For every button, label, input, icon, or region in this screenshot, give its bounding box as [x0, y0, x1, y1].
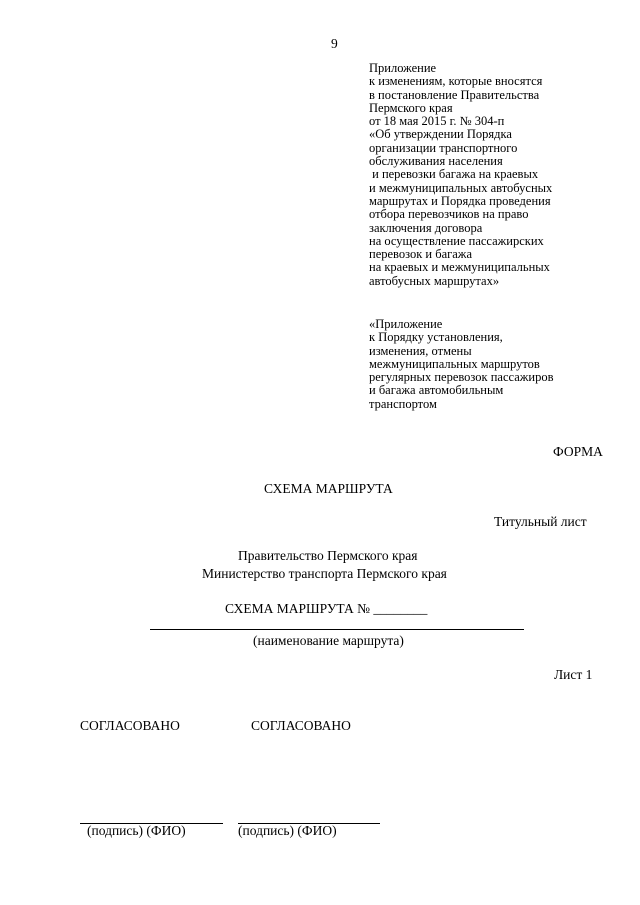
appendix-line: перевозок и багажа — [369, 247, 472, 262]
appendix-line: от 18 мая 2015 г. № 304-п — [369, 114, 505, 129]
schema-number: СХЕМА МАРШРУТА № ________ — [225, 601, 428, 616]
appendix-sub-line: транспортом — [369, 396, 437, 411]
appendix-sub-line: к Порядку установления, — [369, 330, 503, 345]
route-name-underline — [150, 629, 524, 630]
appendix-line: автобусных маршрутах» — [369, 273, 500, 288]
appendix-line: к изменениям, которые вносятся — [369, 74, 543, 89]
appendix-line: отбора перевозчиков на право — [369, 207, 529, 222]
signature-caption-left: (подпись) (ФИО) — [87, 823, 186, 838]
schema-title: СХЕМА МАРШРУТА — [264, 481, 393, 496]
appendix-line: и межмуниципальных автобусных — [369, 180, 553, 195]
appendix-line: «Об утверждении Порядка — [369, 127, 512, 142]
route-name-caption: (наименование маршрута) — [253, 633, 404, 648]
page-number: 9 — [331, 36, 338, 51]
appendix-line: организации транспортного — [369, 140, 518, 155]
appendix-sub-header — [369, 318, 554, 411]
appendix-line: Приложение — [369, 61, 437, 75]
appendix-line: в постановление Правительства — [369, 87, 540, 102]
appendix-line: маршрутах и Порядка проведения — [369, 193, 551, 208]
appendix-sub-line: изменения, отмены — [369, 343, 472, 358]
appendix-line: на осуществление пассажирских — [369, 233, 544, 248]
form-label: ФОРМА — [553, 444, 603, 459]
sheet-label: Лист 1 — [554, 667, 593, 682]
appendix-line: Пермского края — [369, 100, 453, 115]
appendix-header — [369, 62, 552, 288]
appendix-sub-line: «Приложение — [369, 317, 443, 331]
appendix-line: и перевозки багажа на краевых — [369, 167, 539, 182]
appendix-line: на краевых и межмуниципальных — [369, 260, 550, 275]
ministry-name: Министерство транспорта Пермского края — [202, 566, 447, 581]
appendix-sub-line: регулярных перевозок пассажиров — [369, 370, 554, 385]
approved-right-label: СОГЛАСОВАНО — [251, 718, 351, 733]
appendix-sub-line: межмуниципальных маршрутов — [369, 356, 540, 371]
appendix-line: заключения договора — [369, 220, 483, 235]
signature-caption-right: (подпись) (ФИО) — [238, 823, 337, 838]
government-name: Правительство Пермского края — [238, 548, 418, 563]
appendix-sub-line: и багажа автомобильным — [369, 383, 504, 398]
appendix-line: обслуживания населения — [369, 154, 503, 169]
approved-left-label: СОГЛАСОВАНО — [80, 718, 180, 733]
title-sheet-label: Титульный лист — [494, 514, 587, 529]
